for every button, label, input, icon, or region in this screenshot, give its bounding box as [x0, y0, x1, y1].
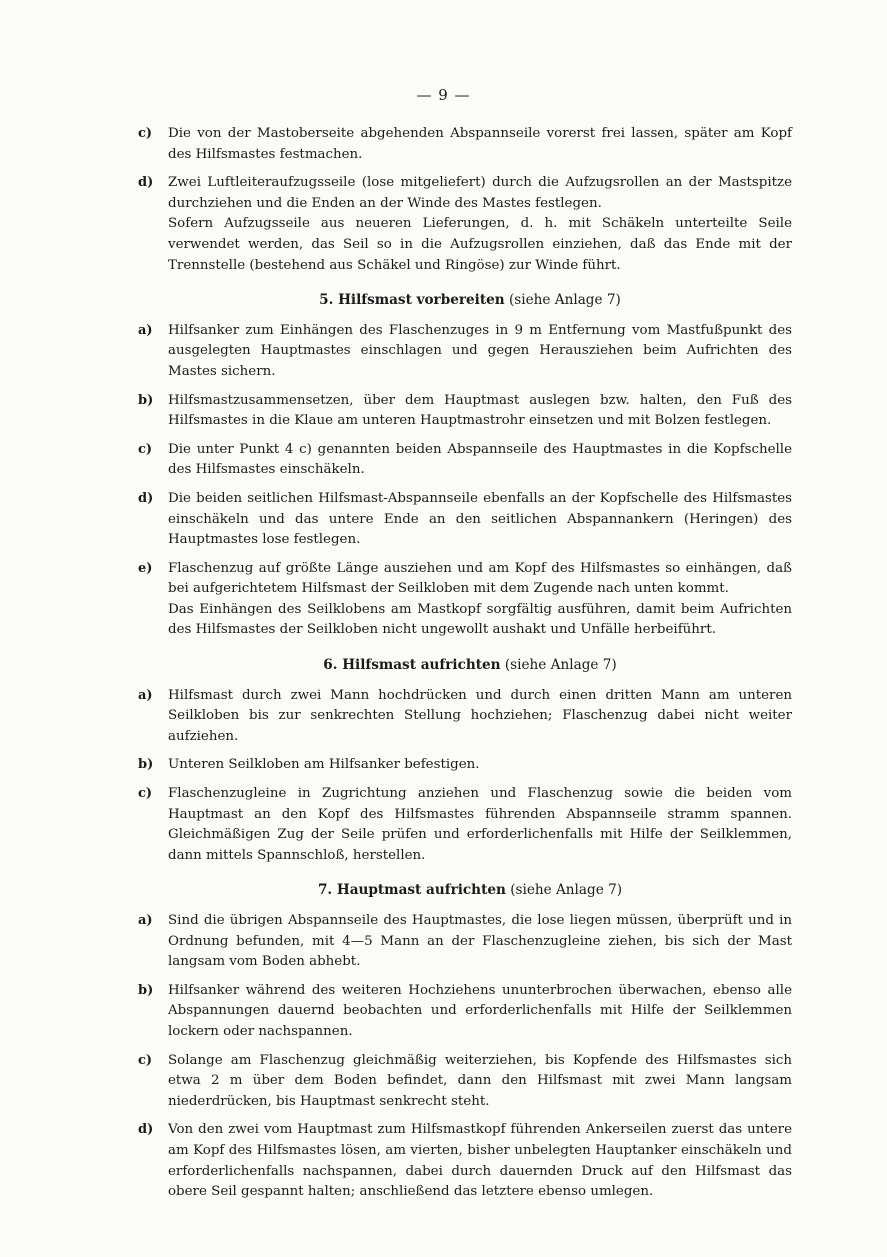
item-text: Hilfsmastzusammensetzen, über dem Hauptmast auslegen bzw. halten, den Fuß des Hilfsmastes in die Klaue am unteren Hauptmastrohr einsetzen und mit Bolzen festlegen.: [168, 392, 792, 429]
list-item: [138, 686, 792, 748]
list-item: [138, 124, 792, 165]
item-text: Die beiden seitlichen Hilfsmast-Abspannseile ebenfalls an der Kopfschelle des Hilfsmastes einschäkeln und das untere Ende an den seitlichen Abspannankern (Heringen) des Hauptmastes lose festlegen.: [168, 490, 792, 548]
list-marker: b): [138, 392, 154, 408]
item-text: Die unter Punkt 4 c) genannten beiden Abspannseile des Hauptmastes in die Kopfschelle des Hilfsmastes einschäkeln.: [168, 441, 792, 478]
item-text: Zwei Luftleiteraufzugsseile (lose mitgeliefert) durch die Aufzugsrollen an der Mastspitze durchziehen und die Enden an der Winde des Mastes festlegen.: [168, 175, 792, 211]
item-text: Hilfsanker zum Einhängen des Flaschenzuges in 9 m Entfernung vom Mastfußpunkt des ausgelegten Hauptmastes einschlagen und gegen Herausziehen beim Aufrichten des Mastes sichern.: [168, 322, 792, 379]
section-title: 6. Hilfsmast aufrichten: [323, 657, 501, 674]
section-reference: (siehe Anlage 7): [500, 657, 617, 674]
item-text: Flaschenzug auf größte Länge ausziehen und am Kopf des Hilfsmastes so einhängen, daß bei aufgerichtetem Hilfsmast der Seilkloben mit dem Zugende nach unten kommt.: [168, 560, 792, 597]
list-item: [138, 784, 792, 866]
item-text: Die von der Mastoberseite abgehenden Abspannseile vorerst frei lassen, später am Kopf des Hilfsmastes festmachen.: [168, 126, 792, 162]
list-item: [138, 559, 792, 641]
list-item: [138, 173, 792, 276]
list-item: [138, 911, 792, 973]
item-text: Sind die übrigen Abspannseile des Hauptmastes, die lose liegen müssen, überprüft und in Ordnung befunden, mit 4—5 Mann an der Flaschenzugleine ziehen, bis sich der Mast langsam vom Boden abhebt.: [168, 913, 792, 970]
document-body: [138, 124, 792, 1211]
list-marker: a): [138, 322, 153, 338]
list-item: [138, 755, 792, 776]
list-marker: e): [138, 560, 153, 576]
list-marker: c): [138, 1052, 153, 1068]
section-reference: (siehe Anlage 7): [505, 882, 623, 899]
section-heading: [148, 880, 792, 901]
list-marker: a): [138, 913, 153, 928]
list-item: [138, 1120, 792, 1202]
section-title: 7. Hauptmast aufrichten: [317, 882, 506, 899]
item-text: Sofern Aufzugsseile aus neueren Lieferungen, d. h. mit Schäkeln unterteilte Seile verwendet werden, das Seil so in die Aufzugsrollen einziehen, daß das Ende mit der Trennstelle (bestehend aus Schäkel und Ringöse) zur Winde führt.: [168, 216, 792, 273]
item-text: Von den zwei vom Hauptmast zum Hilfsmastkopf führenden Ankerseilen zuerst das untere am Kopf des Hilfsmastes lösen, am vierten, bisher unbelegten Hauptanker einschäkeln und erforderlichenfalls nachspannen, dabei durch dauernden Druck auf den Hilfsmast das obere Seil gespannt halten; anschließend das letztere ebenso umlegen.: [168, 1122, 792, 1200]
item-text: Das Einhängen des Seilklobens am Mastkopf sorgfältig ausführen, damit beim Aufrichten des Hilfsmastes der Seilkloben nicht ungewollt aushakt und Unfälle herbeiführt.: [168, 601, 792, 638]
list-item: [138, 981, 792, 1043]
item-text: Hilfsanker während des weiteren Hochziehens ununterbrochen überwachen, ebenso alle Abspannungen dauernd beobachten und erforderlichenfalls mit Hilfe der Seilklemmen lockern oder nachspannen.: [168, 982, 792, 1039]
section-heading: [148, 655, 792, 676]
list-marker: c): [138, 786, 153, 802]
list-item: [138, 321, 792, 383]
list-marker: b): [138, 982, 154, 998]
list-marker: c): [138, 441, 153, 457]
list-marker: d): [138, 1122, 154, 1138]
page-number: — 9 —: [416, 86, 471, 104]
item-text: Hilfsmast durch zwei Mann hochdrücken und durch einen dritten Mann am unteren Seilkloben bis zur senkrechten Stellung hochziehen; Flaschenzug dabei nicht weiter aufziehen.: [168, 687, 792, 744]
item-text: Unteren Seilkloben am Hilfsanker befestigen.: [168, 757, 480, 773]
list-marker: c): [138, 126, 153, 141]
list-item: [138, 391, 792, 432]
list-item: [138, 489, 792, 551]
section-reference: (siehe Anlage 7): [504, 292, 621, 309]
list-item: [138, 1051, 792, 1113]
list-marker: b): [138, 757, 154, 773]
section-title: 5. Hilfsmast vorbereiten: [319, 292, 505, 309]
list-marker: d): [138, 490, 154, 506]
item-text: Flaschenzugleine in Zugrichtung anziehen und Flaschenzug sowie die beiden vom Hauptmast an den Kopf des Hilfsmastes führenden Abspannseile stramm spannen. Gleichmäßigen Zug der Seile prüfen und erforderlichenfalls mit Hilfe der Seilklemmen, dann mittels Spannschloß, herstellen.: [168, 786, 792, 863]
section-heading: [148, 290, 792, 311]
item-text: Solange am Flaschenzug gleichmäßig weiterziehen, bis Kopfende des Hilfsmastes sich etwa 2 m über dem Boden befindet, dann den Hilfsmast mit zwei Mann langsam niederdrücken, bis Hauptmast senkrecht steht.: [168, 1052, 792, 1109]
list-marker: a): [138, 687, 153, 703]
list-marker: d): [138, 175, 154, 191]
list-item: [138, 440, 792, 481]
